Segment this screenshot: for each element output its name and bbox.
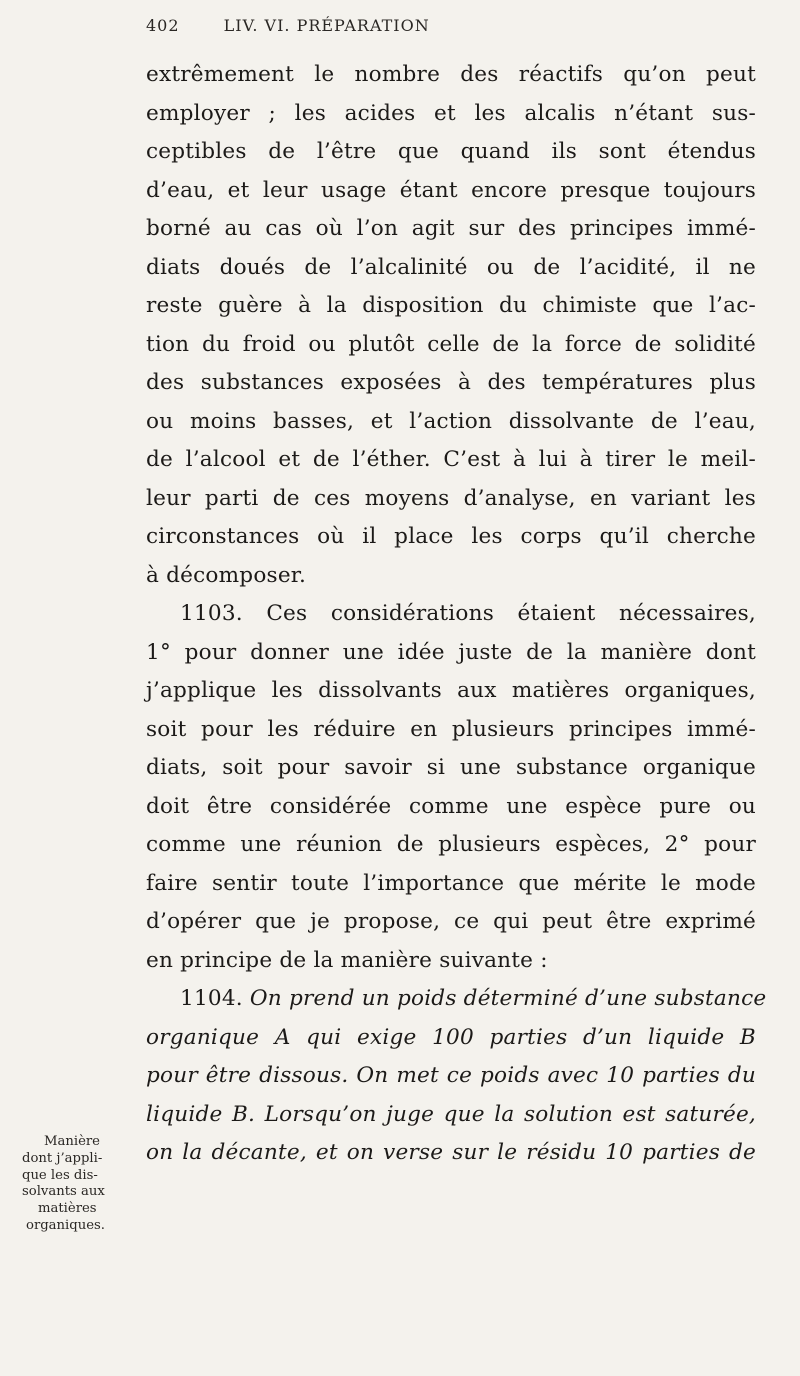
running-head: [146, 16, 430, 35]
text-line: comme une réunion de plusieurs espèces, 2° pour: [146, 832, 756, 857]
italic-line: pour être dissous. On met ce poids avec 10 parties du: [146, 1063, 756, 1088]
text-line: j’applique les dissolvants aux matières organiques,: [146, 678, 756, 703]
margin-note-line: matières: [38, 1201, 97, 1217]
body-text: [146, 56, 767, 1173]
text-line: faire sentir toute l’importance que mérite le mode: [146, 870, 756, 896]
text-line: 1° pour donner une idée juste de la manière dont: [146, 639, 756, 665]
page-number: 402: [146, 16, 180, 35]
text-line: borné au cas où l’on agit sur des principes immé-: [146, 216, 756, 241]
text-line: leur parti de ces moyens d’analyse, en variant les: [146, 485, 756, 511]
text-line: de l’alcool et de l’éther. C’est à lui à tirer le meil-: [146, 447, 756, 472]
margin-note-line: organiques.: [26, 1217, 105, 1233]
section-1104-line: [146, 980, 767, 1019]
text-line: reste guère à la disposition du chimiste que l’ac-: [146, 293, 756, 318]
italic-line: on la décante, et on verse sur le résidu 10 parties de: [146, 1140, 756, 1165]
text-line: d’opérer que je propose, ce qui peut être exprimé: [146, 909, 756, 934]
italic-line: organique A qui exige 100 parties d’un liquide B: [146, 1024, 756, 1050]
text-line: d’eau, et leur usage étant encore presque toujours: [146, 177, 756, 203]
italic-line: liquide B. Lorsqu’on juge que la solution est saturée,: [146, 1101, 756, 1127]
running-title: LIV. VI. PRÉPARATION: [223, 16, 430, 35]
section-number: 1104.: [180, 986, 243, 1011]
margin-note-line: solvants aux: [22, 1184, 105, 1200]
paragraph-end-line: à décomposer.: [146, 562, 307, 588]
text-line: doit être considérée comme une espèce pure ou: [146, 793, 756, 819]
text-line: ceptibles de l’être que quand ils sont étendus: [146, 139, 756, 164]
margin-note-line: Manière: [44, 1134, 100, 1149]
text-line: diats doués de l’alcalinité ou de l’acidité, il ne: [146, 254, 756, 280]
paragraph-end-line: en principe de la manière suivante :: [146, 947, 548, 973]
margin-note-line: dont j’appli-: [22, 1150, 103, 1166]
text-line: circonstances où il place les corps qu’il cherche: [146, 524, 756, 549]
text-line: employer ; les acides et les alcalis n’étant sus-: [146, 100, 756, 126]
margin-note: [22, 1134, 130, 1235]
section-1103-line: 1103. Ces considérations étaient nécessaires,: [180, 601, 756, 626]
text-line: extrêmement le nombre des réactifs qu’on peut: [146, 62, 756, 87]
text-line: soit pour les réduire en plusieurs principes immé-: [146, 716, 756, 742]
text-line: ou moins basses, et l’action dissolvante de l’eau,: [146, 408, 756, 434]
text-line: tion du froid ou plutôt celle de la force de solidité: [146, 331, 756, 357]
text-line: diats, soit pour savoir si une substance organique: [146, 755, 756, 780]
margin-note-line: que les dis-: [22, 1167, 98, 1183]
text-line: des substances exposées à des températures plus: [146, 370, 756, 395]
italic-text: On prend un poids déterminé d’une substance: [249, 986, 767, 1011]
